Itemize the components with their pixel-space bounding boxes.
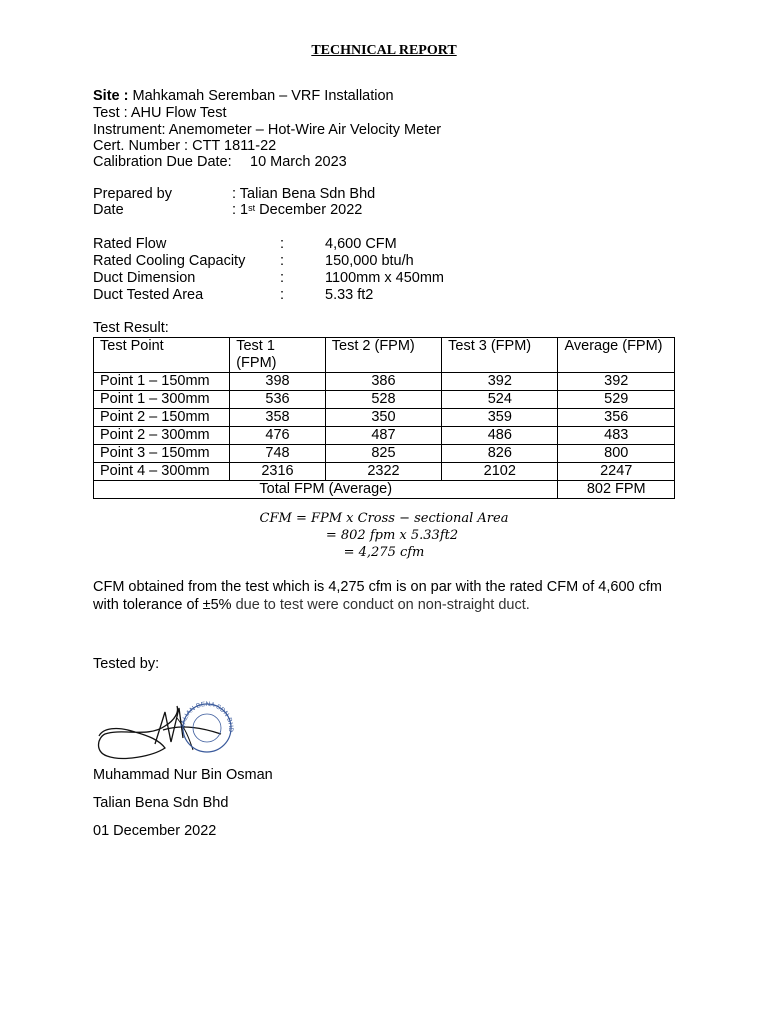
table-row [94,391,675,409]
table-header-cell: Test 3 (FPM) [442,338,558,373]
table-cell: Point 2 – 150mm [94,409,230,427]
prepared-by-label: Prepared by [93,186,172,202]
signature-stamp-area [93,698,243,769]
table-cell: 2316 [230,463,326,481]
signature-icon [93,698,243,764]
formula-line: = 802 fpm x 5.33ft2 [325,528,459,543]
table-cell: 529 [558,391,675,409]
table-header-cell: Test 2 (FPM) [325,338,441,373]
table-cell: 483 [558,427,675,445]
signatory-date: 01 December 2022 [93,823,217,839]
table-header-cell: Average (FPM) [558,338,675,373]
table-row [94,445,675,463]
date-label: Date [93,202,124,218]
table-cell: 398 [230,373,326,391]
conclusion-paragraph [93,578,683,614]
spec-colon: : [280,253,285,269]
spec-label: Rated Flow [93,236,167,252]
spec-colon: : [280,236,285,252]
date-value-prefix: : 1 [232,202,249,218]
table-cell: 536 [230,391,326,409]
table-cell: 386 [325,373,441,391]
table-cell: 2247 [558,463,675,481]
formula-line: CFM = FPM x Cross − sectional Area [259,511,509,526]
table-header-row [94,338,675,373]
table-cell: 486 [442,427,558,445]
site-label: Site : [93,88,129,104]
table-cell: 800 [558,445,675,463]
table-cell: Point 1 – 300mm [94,391,230,409]
spec-value: 1100mm x 450mm [325,270,444,286]
conclusion-main: CFM obtained from the test which is 4,275 cfm is on par with the rated CFM of 4,600 cfm with tolerance of ±5% [93,579,662,613]
signatory-company: Talian Bena Sdn Bhd [93,795,229,811]
table-header-cell: Test Point [94,338,230,373]
table-cell: 2322 [325,463,441,481]
spec-colon: : [280,270,285,286]
table-cell: 487 [325,427,441,445]
formula-line: = 4,275 cfm [343,545,425,560]
conclusion-tail: due to test were conduct on non-straight duct. [235,597,530,613]
table-cell: Point 2 – 300mm [94,427,230,445]
table-cell: Point 3 – 150mm [94,445,230,463]
total-label: Total FPM (Average) [94,481,558,499]
table-cell: Point 4 – 300mm [94,463,230,481]
total-value: 802 FPM [558,481,675,499]
table-row [94,463,675,481]
table-cell: 528 [325,391,441,409]
instrument-line: Instrument: Anemometer – Hot-Wire Air Velocity Meter [93,122,442,138]
spec-label: Duct Tested Area [93,287,204,303]
table-cell: Point 1 – 150mm [94,373,230,391]
table-cell: 356 [558,409,675,427]
test-line: Test : AHU Flow Test [93,105,227,121]
table-cell: 358 [230,409,326,427]
calibration-label: Calibration Due Date: [93,154,232,170]
spec-value: 4,600 CFM [325,236,397,252]
table-cell: 350 [325,409,441,427]
date-value-sup: st [248,203,256,213]
report-title: TECHNICAL REPORT [311,43,457,58]
spec-label: Duct Dimension [93,270,196,286]
stamp-text: TALIAN BENA SDN BHD [179,700,235,733]
table-row [94,373,675,391]
table-total-row [94,481,675,499]
site-value: Mahkamah Seremban – VRF Installation [132,88,394,104]
table-row [94,409,675,427]
table-cell: 392 [558,373,675,391]
site-line [93,88,394,105]
table-header-cell: Test 1 (FPM) [230,338,326,373]
results-table [93,337,675,499]
company-stamp-icon [180,701,234,752]
spec-colon: : [280,287,285,303]
table-cell: 476 [230,427,326,445]
test-result-label: Test Result: [93,320,169,336]
signatory-name: Muhammad Nur Bin Osman [93,767,273,783]
table-cell: 524 [442,391,558,409]
table-row [94,427,675,445]
tested-by-label: Tested by: [93,656,160,672]
table-cell: 392 [442,373,558,391]
table-cell: 826 [442,445,558,463]
cert-line: Cert. Number : CTT 1811-22 [93,138,277,154]
spec-value: 5.33 ft2 [325,287,374,303]
table-cell: 359 [442,409,558,427]
date-value-suffix: December 2022 [255,202,363,218]
table-cell: 825 [325,445,441,463]
spec-label: Rated Cooling Capacity [93,253,246,269]
table-cell: 748 [230,445,326,463]
calibration-value: 10 March 2023 [250,154,347,170]
spec-value: 150,000 btu/h [325,253,414,269]
date-value [232,202,362,219]
prepared-by-value: : Talian Bena Sdn Bhd [232,186,376,202]
table-cell: 2102 [442,463,558,481]
